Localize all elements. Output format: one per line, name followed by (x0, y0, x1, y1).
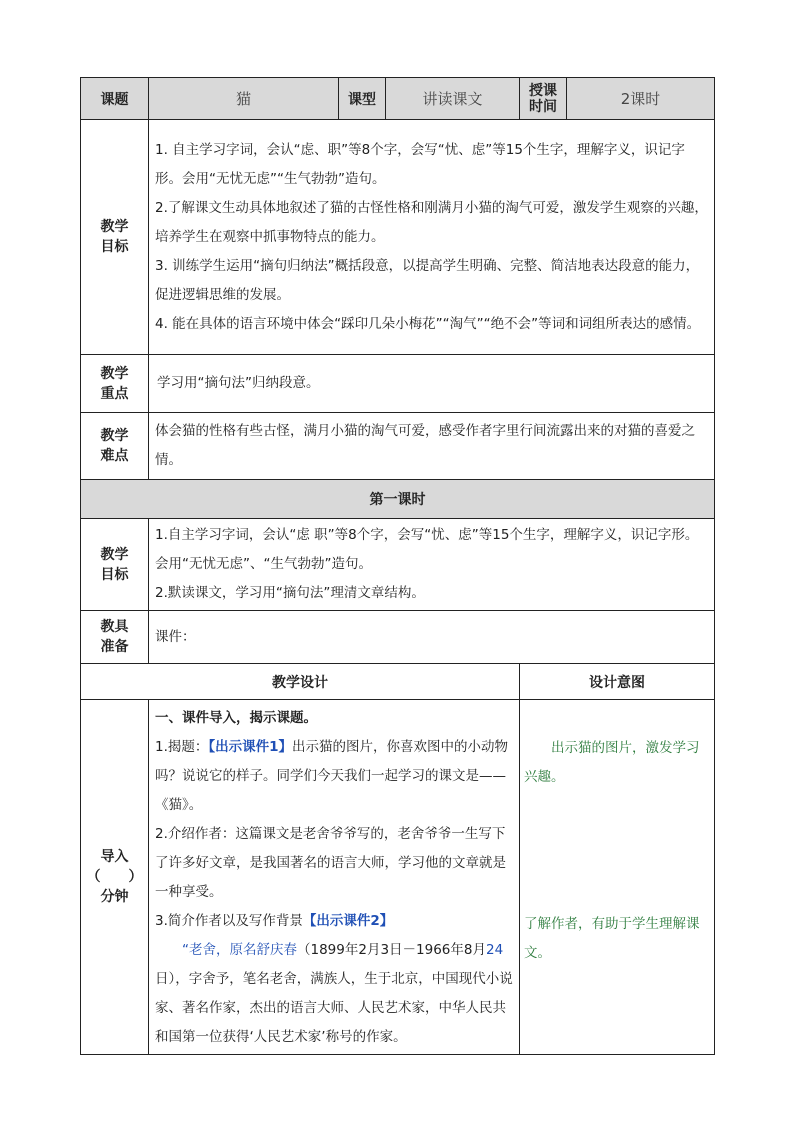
difficulties-text: 体会猫的性格有些古怪，满月小猫的淘气可爱，感受作者字里行间流露出来的对猫的喜爱之情。 (149, 413, 715, 480)
intro-paragraph-3 (155, 907, 516, 936)
lesson-goals-label (81, 519, 149, 611)
type-label: 课型 (339, 78, 386, 120)
intro-label (81, 700, 149, 1055)
time-label (520, 78, 567, 120)
intro-intent-content (520, 700, 715, 1055)
lesson-plan-table (80, 77, 715, 1055)
prep-row (81, 611, 715, 664)
p3-prefix: 3.简介作者以及写作背景 (155, 913, 303, 929)
lesson-goals-row (81, 519, 715, 611)
goal-item-2: 2.了解课文生动具体地叙述了猫的古怪性格和刚满月小猫的淘气可爱，激发学生观察的兴趣，培养学生在观察中抓事物特点的能力。 (155, 199, 708, 245)
intro-design-content (149, 700, 520, 1055)
intent-2: 了解作者，有助于学生理解课文。 (524, 916, 700, 961)
intro-label-line2: （ ） (86, 869, 143, 885)
intent-1: 出示猫的图片，激发学习兴趣。 (524, 740, 700, 785)
goals-label (81, 120, 149, 355)
time-label-line1: 授课 (529, 82, 557, 99)
goals-row (81, 120, 715, 355)
lesson-goals-label-line1: 教学 (100, 546, 129, 563)
lesson-goals-content (149, 519, 715, 611)
goal-item-4: 4. 能在具体的语言环境中体会“踩印几朵小梅花”“淘气”“绝不会”等词和词组所表达的感情。 (155, 315, 701, 332)
intent-spacer (524, 792, 710, 910)
intro-paragraph-4 (155, 936, 516, 1052)
design-column-header: 教学设计 (81, 664, 520, 700)
prep-label-line1: 教具 (100, 619, 129, 635)
first-lesson-row (81, 480, 715, 519)
intro-label-line3: 分钟 (100, 889, 129, 905)
intro-heading: 一、课件导入，揭示课题。 (155, 710, 317, 726)
p4-dates: （1899年2月3日－1966年8月 (297, 942, 486, 958)
prep-text: 课件： (149, 611, 715, 664)
time-label-line2: 时间 (529, 98, 557, 115)
goal-item-3: 3. 训练学生运用“摘句归纳法”概括段意，以提高学生明确、完整、简洁地表达段意的能力，促进逻辑思维的发展。 (155, 257, 700, 303)
p4-rest: 日），字舍予，笔名老舍，满族人，生于北京，中国现代小说家、著名作家，杰出的语言大师、人民艺术家，中华人民共和国第一位获得‘人民艺术家’称号的作家。 (155, 971, 513, 1045)
title-label: 课题 (81, 78, 149, 120)
goals-content (149, 120, 715, 355)
goals-label-line2: 目标 (100, 239, 129, 255)
key-points-row (81, 355, 715, 413)
goal-item-1: 1. 自主学习字词，会认“虑、职”等8个字，会写“忧、虑”等15个生字，理解字义，识记字形。会用“无忧无虑”“生气勃勃”造句。 (155, 141, 685, 187)
first-lesson-title: 第一课时 (81, 480, 715, 519)
intro-paragraph-1 (155, 733, 516, 820)
design-header-row (81, 664, 715, 700)
lesson-goals-label-line2: 目标 (100, 566, 129, 583)
key-points-label-line2: 重点 (100, 385, 129, 402)
header-row (81, 78, 715, 120)
key-points-label-line1: 教学 (100, 365, 129, 382)
time-value: 2课时 (567, 78, 715, 120)
difficulties-row (81, 413, 715, 480)
type-value: 讲读课文 (386, 78, 520, 120)
lesson-goal-2: 2.默读课文，学习用“摘句法”理清文章结构。 (155, 585, 425, 601)
p1-prefix: 1.揭题： (155, 739, 209, 755)
title-value: 猫 (149, 78, 339, 120)
intro-row (81, 700, 715, 1055)
difficulties-label-line1: 教学 (100, 428, 129, 444)
difficulties-label (81, 413, 149, 480)
intro-paragraph-2: 2.介绍作者：这篇课文是老舍爷爷写的，老舍爷爷一生写下了许多好文章，是我国著名的语言大师，学习他的文章就是一种享受。 (155, 826, 506, 900)
key-points-text: 学习用“摘句法”归纳段意。 (149, 355, 715, 413)
lesson-goal-1: 1.自主学习字词，会认“虑 职”等8个字，会写“忧、虑”等15个生字，理解字义，识记字形。会用“无忧无虑”、“生气勃勃”造句。 (155, 527, 699, 572)
intent-column-header: 设计意图 (520, 664, 715, 700)
prep-label-line2: 准备 (100, 639, 129, 655)
goals-label-line1: 教学 (100, 219, 129, 235)
courseware-1-tag: 【出示课件1】 (208, 739, 293, 755)
prep-label (81, 611, 149, 664)
intro-label-line1: 导入 (100, 849, 129, 865)
lesson-plan-page (80, 77, 714, 1055)
author-name-quote: “老舍，原名舒庆春 (182, 942, 297, 958)
courseware-2-tag: 【出示课件2】 (302, 913, 394, 929)
p4-day-number: 24 (485, 942, 504, 958)
difficulties-label-line2: 难点 (100, 448, 129, 464)
key-points-label (81, 355, 149, 413)
p1-rest: 出示猫的图片，你喜欢图中的小动物吗？说说它的样子。同学们今天我们一起学习的课文是——《猫》。 (155, 739, 509, 813)
